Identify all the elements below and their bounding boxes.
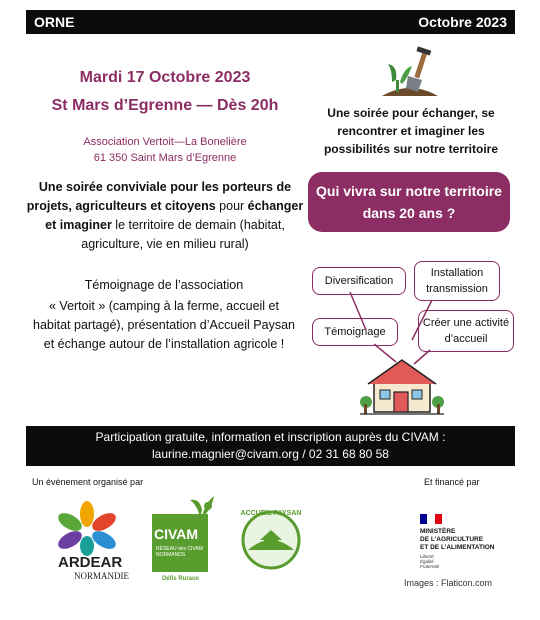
bubble-activite: Créer une activité d’accueil <box>418 310 514 352</box>
pitch-bold-2: échanger et imaginer <box>45 199 304 232</box>
address-line-1: Association Vertoit—La Bonelière <box>83 136 247 148</box>
image-credit: Images : Flaticon.com <box>404 578 493 588</box>
organized-by-label: Un évènement organisé par <box>32 477 144 487</box>
info-line-1: Participation gratuite, information et inscription auprès du CIVAM : <box>95 430 446 444</box>
ministry-motto <box>420 554 439 569</box>
testimony-text <box>30 276 298 354</box>
ardear-region: NORMANDIE <box>74 571 129 581</box>
evening-description: Une soirée pour échanger, se rencontrer et imaginer les possibilités sur notre territoire <box>323 106 499 156</box>
info-bar <box>26 426 515 466</box>
event-date: Mardi 17 Octobre 2023 <box>79 69 251 86</box>
ministry-logo <box>416 510 516 570</box>
testimony-line-1: Témoignage de l’association <box>84 278 244 292</box>
month-label: Octobre 2023 <box>418 14 507 30</box>
accueil-paysan-name: ACCUEIL PAYSAN <box>240 510 302 517</box>
event-place: St Mars d’Egrenne — Dès 20h <box>51 97 279 114</box>
civam-green-box <box>152 514 208 572</box>
civam-name: CIVAM <box>154 526 199 542</box>
house-icon <box>360 356 444 416</box>
accueil-paysan-logo <box>236 500 306 578</box>
pitch-normal-2: le territoire de demain (habitat, agriculture, vie en milieu rural) <box>81 218 285 251</box>
pitch-bold-1: Une soirée conviviale pour les porteurs de projets, agriculteurs et citoyens <box>26 180 292 213</box>
ministry-line-3: ET DE L’ALIMENTATION <box>420 544 495 551</box>
territory-question: Qui vivra sur notre territoire dans 20 ans ? <box>308 172 510 232</box>
contact-line: laurine.magnier@civam.org / 02 31 68 80 58 <box>152 447 389 461</box>
motto-line-2: Égalité <box>420 559 434 564</box>
ardear-logo <box>40 500 136 584</box>
bubble-diversification: Diversification <box>312 267 406 295</box>
civam-logo <box>148 492 220 588</box>
ministry-line-1: MINISTÈRE <box>420 528 456 535</box>
marianne-flag-icon <box>420 514 442 524</box>
header-bar <box>26 10 515 34</box>
financed-by-label: Et financé par <box>424 477 480 487</box>
bubble-temoignage: Témoignage <box>312 318 398 346</box>
testimony-line-2: « Vertoit » (camping à la ferme, accueil et habitat partagé), présentation d’Accueil Paysan et échange autour de l’installation agricole ! <box>33 299 295 351</box>
ardear-flower-icon <box>52 500 122 556</box>
event-pitch <box>26 178 304 254</box>
ardear-name: ARDEAR <box>58 554 123 571</box>
ministry-line-2: DE L’AGRICULTURE <box>420 536 484 543</box>
event-datetime <box>30 64 300 120</box>
civam-network: RÉSEAU des CIVAM NORMANDS <box>156 546 203 558</box>
civam-tagline: Défis Ruraux <box>162 576 200 582</box>
region-label: ORNE <box>34 14 75 30</box>
motto-line-1: Liberté <box>420 554 434 559</box>
ministry-name <box>420 528 495 552</box>
pitch-normal-1: pour <box>215 199 248 213</box>
bubble-installation: Installation transmission <box>414 261 500 301</box>
motto-line-3: Fraternité <box>420 564 440 569</box>
address-line-2: 61 350 Saint Mars d’Egrenne <box>93 152 237 164</box>
gardening-shovel-icon <box>378 46 442 102</box>
event-address <box>30 134 300 166</box>
